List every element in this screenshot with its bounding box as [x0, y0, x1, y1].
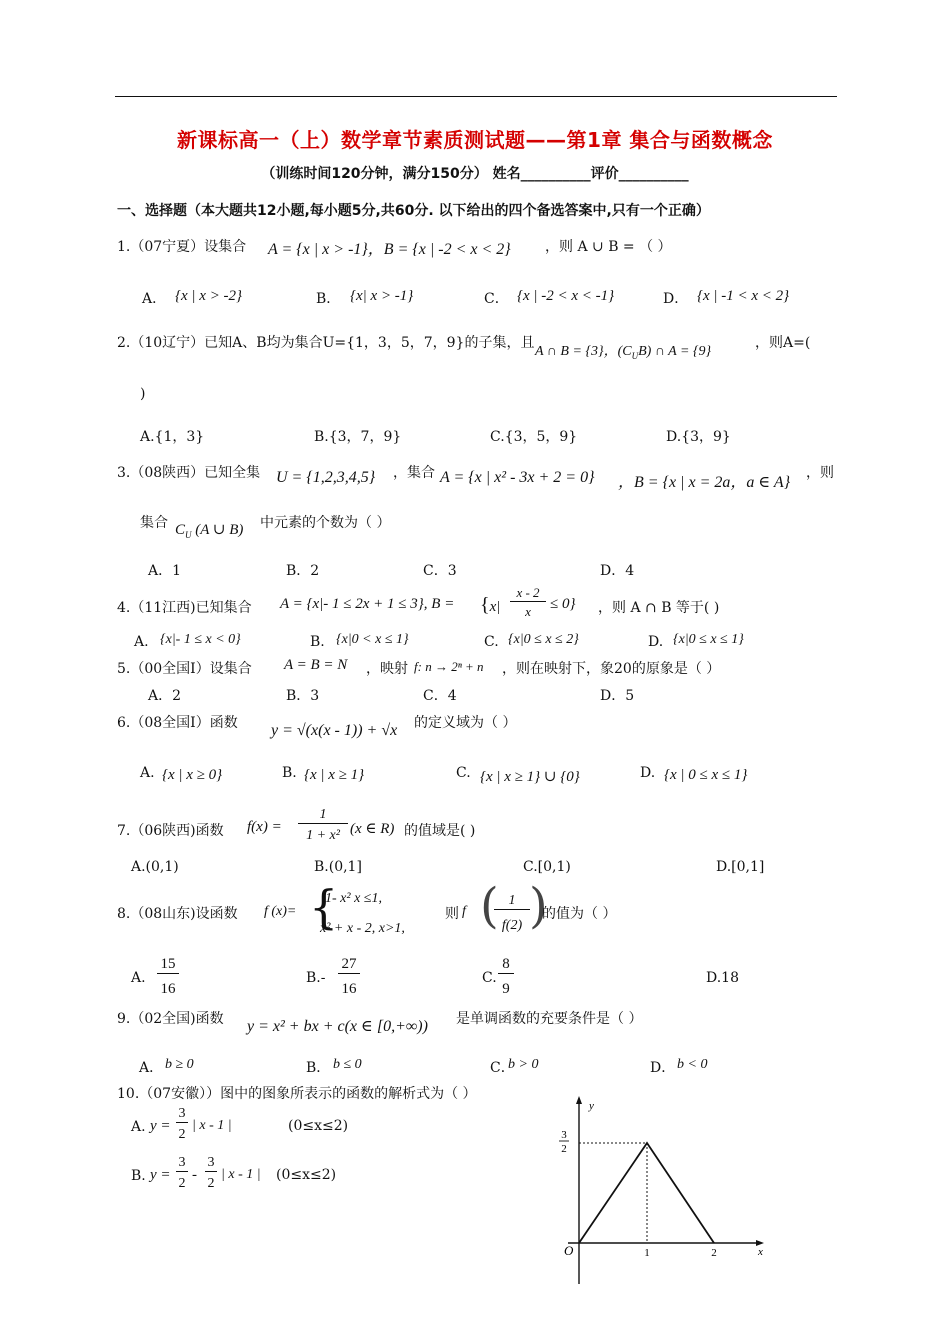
q6-math: y = √(x(x - 1)) + √x	[271, 722, 398, 739]
q6-option-b: {x | x ≥ 1}	[304, 767, 365, 783]
q3-line2-math	[175, 520, 243, 540]
q10-function-graph	[548, 1092, 780, 1292]
q7-option-b: B.(0,1]	[314, 859, 362, 875]
q2-option-b: B.{3，7，9}	[314, 429, 402, 445]
q10-option-b-label: B.	[131, 1168, 146, 1184]
q9-stem: 9.（02全国)函数	[117, 1011, 224, 1027]
q4-option-a-label: A.	[134, 634, 149, 650]
q4-frac-num: x - 2	[510, 585, 546, 602]
q1-option-d: {x | -1 < x < 2}	[697, 288, 790, 304]
q8-piece-brace: {	[309, 880, 339, 934]
q2-math-1: A ∩ B = {3}，(C	[535, 344, 632, 359]
graph-tick-x-2: 2	[711, 1247, 717, 1259]
q6-option-a: {x | x ≥ 0}	[162, 767, 223, 783]
q3-math-a: A = {x | x² - 3x + 2 = 0}	[440, 469, 595, 486]
q10-stem: 10.（07安徽））图中的图象所表示的函数的解析式为（ ）	[117, 1086, 477, 1102]
q7-stem: 7.（06陕西)函数	[117, 823, 224, 839]
q1-stem: 1.（07宁夏）设集合	[117, 239, 247, 255]
q3-line2-c: C	[175, 522, 186, 538]
q4-option-c: {x|0 ≤ x ≤ 2}	[508, 632, 579, 647]
q8-option-b-num: 27	[338, 956, 360, 974]
q8-piece-2: x² + x - 2, x>1,	[320, 921, 405, 936]
q3-option-c: C．3	[423, 563, 457, 579]
q4-tail: ，则 A ∩ B 等于( )	[598, 600, 720, 616]
q2-option-d: D.{3，9}	[666, 429, 731, 445]
q6-option-a-label: A.	[140, 765, 155, 781]
q1-option-c-label: C．	[484, 291, 509, 307]
q2-option-c: C.{3，5，9}	[490, 429, 578, 445]
q5-option-b: B．3	[286, 688, 320, 704]
page-title: 新课标高一（上）数学章节素质测试题——第1章 集合与函数概念	[177, 128, 773, 152]
graph-x-label: x	[758, 1246, 763, 1258]
q2-math-sub: U	[631, 350, 639, 361]
q6-option-d: {x | 0 ≤ x ≤ 1}	[664, 767, 748, 783]
section-heading: 一、选择题（本大题共12小题,每小题5分,共60分. 以下给出的四个备选答案中,只有一个正确）	[117, 203, 710, 219]
q7-frac-num: 1	[298, 807, 348, 824]
q8-tail: 的值为（ ）	[542, 906, 617, 922]
q3-line2-union: (A ∪ B)	[195, 522, 244, 538]
q3-line2-b: 中元素的个数为（ ）	[260, 515, 391, 531]
q4-option-d-label: D.	[648, 634, 664, 650]
q5-option-c: C．4	[423, 688, 457, 704]
q8-option-a-label: A.	[131, 970, 146, 986]
q7-option-a: A.(0,1)	[131, 859, 179, 875]
q4-option-d: {x|0 ≤ x ≤ 1}	[673, 632, 744, 647]
q8-option-c-label: C.	[482, 970, 497, 986]
q8-stem: 8.（08山东)设函数	[117, 906, 238, 922]
q8-option-c-den: 9	[502, 981, 510, 997]
q5-mid: ，映射	[366, 661, 408, 677]
q9-option-a-label: A．	[139, 1060, 164, 1076]
graph-y-label: y	[589, 1100, 594, 1112]
q9-option-b-label: B．	[306, 1060, 331, 1076]
q1-option-b-label: B．	[316, 291, 341, 307]
q9-option-c: b > 0	[508, 1057, 539, 1072]
header-rule	[115, 96, 837, 97]
q6-option-c-label: C.	[456, 765, 471, 781]
q9-option-a: b ≥ 0	[165, 1057, 194, 1072]
q5-option-a: A．2	[148, 688, 182, 704]
q8-f: f	[462, 904, 466, 919]
q7-tail: 的值域是( )	[404, 823, 476, 839]
q2-option-a: A.{1，3}	[140, 429, 205, 445]
q8-option-a-num: 15	[157, 956, 179, 974]
q8-fx: f (x)=	[264, 904, 297, 919]
q7-cond: (x ∈ R)	[350, 821, 395, 837]
q2-math	[535, 340, 711, 361]
q6-option-d-label: D.	[640, 765, 656, 781]
q3-math-b: ，B = {x | x = 2a，a ∈ A}	[618, 474, 791, 491]
q10-option-a-label: A.	[131, 1119, 146, 1135]
q2-stem: 2.（10辽宁）已知A、B均为集合U={1，3，5，7，9}的子集，且	[117, 335, 535, 351]
q4-option-b: {x|0 < x ≤ 1}	[336, 632, 409, 647]
graph-origin-label: O	[564, 1243, 574, 1258]
q8-option-b-label: B.-	[306, 970, 326, 986]
q10-option-b-abs: | x - 1 |	[221, 1167, 261, 1182]
q8-frac-den: f(2)	[501, 918, 523, 933]
q9-option-c-label: C．	[490, 1060, 515, 1076]
subtitle: （训练时间120分钟，满分150分） 姓名__________评价__________	[261, 166, 689, 182]
q6-tail: 的定义域为（ ）	[414, 715, 517, 731]
q9-option-d-label: D．	[650, 1060, 676, 1076]
q8-frac-num: 1	[494, 893, 530, 910]
graph-y-arrow	[576, 1096, 582, 1104]
q4-option-b-label: B.	[310, 634, 325, 650]
graph-tick-y-num: 3	[561, 1129, 567, 1141]
q10-option-a-num: 3	[176, 1106, 188, 1123]
q10-option-b-y: y =	[150, 1167, 171, 1183]
q5-stem: 5.（00全国Ⅰ）设集合	[117, 661, 252, 677]
q2-continuation: )	[140, 386, 146, 402]
q1-option-a: {x | x > -2}	[175, 288, 243, 304]
q9-math: y = x² + bx + c(x ∈ [0,+∞))	[247, 1018, 428, 1035]
q7-fx: f(x) =	[247, 819, 282, 835]
q8-option-a-den: 16	[160, 981, 176, 997]
q3-option-d: D．4	[600, 563, 635, 579]
q9-option-d: b < 0	[677, 1057, 708, 1072]
q2-tail: ，则A=(	[755, 335, 811, 351]
q7-option-d: D.[0,1]	[716, 859, 765, 875]
q6-option-c: {x | x ≥ 1} ∪ {0}	[480, 769, 580, 785]
q5-math: A = B = N	[284, 657, 348, 673]
q4-brace-open: {x|	[480, 594, 501, 616]
q3-stem: 3.（08陕西）已知全集	[117, 465, 261, 481]
q5-map: f: n → 2ⁿ + n	[414, 659, 484, 674]
q6-stem: 6.（08全国Ⅰ）函数	[117, 715, 238, 731]
q9-tail: 是单调函数的充要条件是（ ）	[456, 1011, 643, 1027]
q10-option-a-den: 2	[178, 1127, 186, 1142]
q10-option-a-abs: | x - 1 |	[192, 1118, 232, 1133]
q5-tail: ，则在映射下，象20的原象是（ ）	[502, 661, 721, 677]
q4-math-a: A = {x|- 1 ≤ 2x + 1 ≤ 3}, B =	[280, 596, 455, 612]
q1-math: A = {x | x > -1}，B = {x | -2 < x < 2}	[268, 241, 511, 258]
graph-tick-y-den: 2	[561, 1143, 567, 1155]
q8-piece-1: 1- x² x ≤1,	[325, 891, 382, 906]
q1-option-a-label: A．	[142, 291, 167, 307]
q2-math-2: B) ∩ A = {9}	[638, 344, 712, 359]
q10-option-b-den1: 2	[178, 1176, 186, 1191]
q1-option-d-label: D．	[663, 291, 689, 307]
q4-frac-den: x	[525, 604, 531, 619]
q3-line2-a: 集合	[140, 515, 168, 531]
q8-paren-right: )	[529, 878, 548, 934]
q10-option-b-den2: 2	[207, 1176, 215, 1191]
q3-math-u: U = {1,2,3,4,5}	[276, 469, 376, 486]
q8-mid: 则	[445, 906, 459, 922]
q6-option-b-label: B.	[282, 765, 297, 781]
q7-frac-den: 1 + x²	[306, 828, 340, 843]
q9-option-b: b ≤ 0	[333, 1057, 362, 1072]
q8-option-c-num: 8	[498, 956, 514, 974]
q10-option-b-num2: 3	[205, 1155, 217, 1172]
q3-option-b: B．2	[286, 563, 320, 579]
q1-option-b: {x| x > -1}	[350, 288, 414, 304]
q3-option-a: A．1	[148, 563, 182, 579]
q10-option-b-num1: 3	[176, 1155, 188, 1172]
q3-tail: ，则	[806, 465, 834, 481]
q3-line2-sub: U	[185, 530, 192, 540]
q10-option-a-y: y =	[150, 1118, 171, 1134]
q8-option-b-den: 16	[341, 981, 357, 997]
q4-option-c-label: C.	[484, 634, 499, 650]
q1-option-c: {x | -2 < x < -1}	[517, 288, 615, 304]
q8-option-d: D.18	[706, 970, 739, 986]
q1-tail: ，则 A ∪ B = （ ）	[545, 239, 672, 255]
graph-tick-x-1: 1	[644, 1247, 650, 1259]
q10-option-a-range: (0≤x≤2)	[288, 1118, 349, 1134]
q4-option-a: {x|- 1 ≤ x < 0}	[160, 632, 241, 647]
q5-option-d: D．5	[600, 688, 635, 704]
q10-option-b-range: (0≤x≤2)	[276, 1167, 337, 1183]
q3-mid: ，集合	[393, 465, 435, 481]
q4-stem: 4.（11江西)已知集合	[117, 600, 252, 616]
q7-option-c: C.[0,1)	[523, 859, 571, 875]
q4-math-b: ≤ 0}	[550, 596, 576, 612]
q8-paren-left: (	[480, 878, 499, 934]
q10-option-b-minus: -	[192, 1167, 197, 1183]
